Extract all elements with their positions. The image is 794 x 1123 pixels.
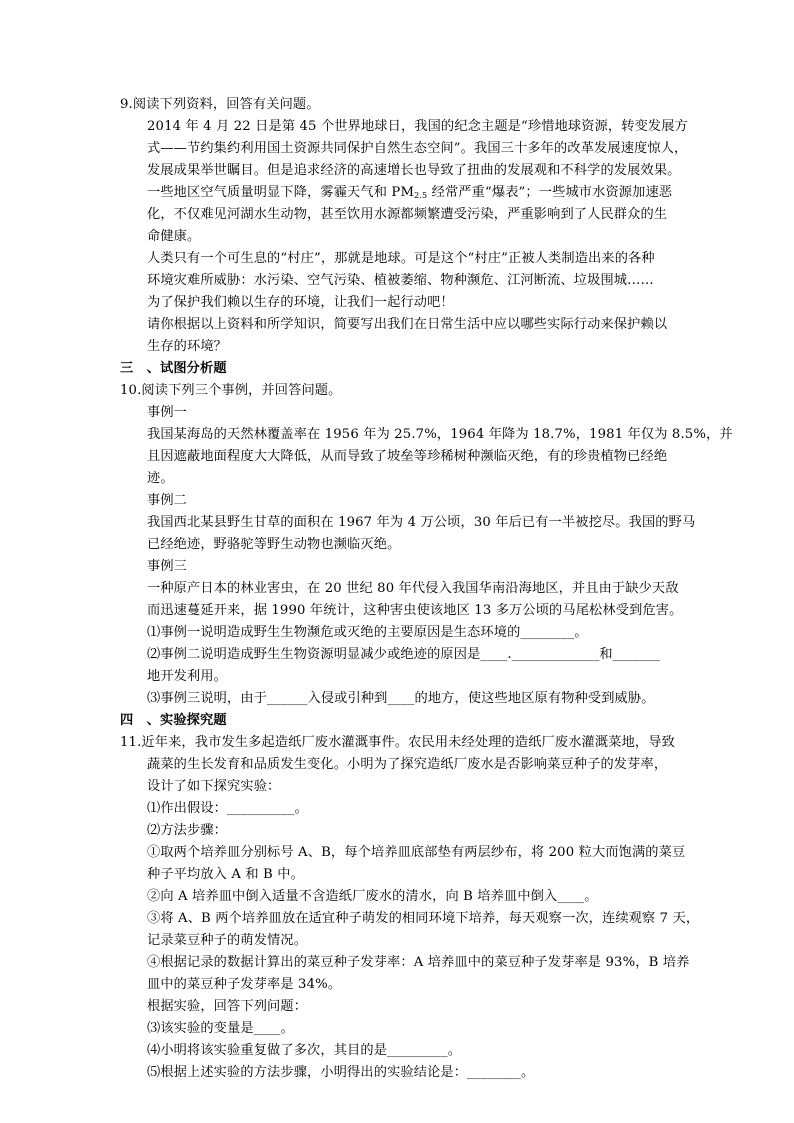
q11-step-line: ①取两个培养皿分别标号 A、B，每个培养皿底部垫有两层纱布，将 200 粒大而饱满的菜豆 xyxy=(147,845,686,860)
case-text-line: 且因遮蔽地面程度大大降低，从而导致了坡垒等珍稀树种濒临灭绝，有的珍贵植物已经绝 xyxy=(147,449,668,464)
q10-subquestion: 地开发利用。 xyxy=(147,669,228,684)
q11-step-line: ②向 A 培养皿中倒入适量不含造纸厂废水的清水，向 B 培养皿中倒入____。 xyxy=(147,889,598,904)
q9-paragraph-line: 发展成果举世瞩目。但是追求经济的高速增长也导致了扭曲的发展观和不科学的发展效果。 xyxy=(147,163,681,178)
q10-subquestion: ⑴事例一说明造成野生生物濒危或灭绝的主要原因是生态环境的________。 xyxy=(147,625,588,640)
q11-step-line: 记录菜豆种子的萌发情况。 xyxy=(147,933,308,948)
case-label: 事例一 xyxy=(147,405,188,420)
q9-text: 一些地区空气质量明显下降，雾霾天气和 PM xyxy=(147,185,415,200)
case-label: 事例二 xyxy=(147,493,188,508)
q10-subquestion: ⑵事例二说明造成野生生物资源明显减少或绝迹的原因是____._____________和_______ xyxy=(147,647,660,662)
q9-paragraph-line: 式——节约集约利用国土资源共同保护自然生态空间”。我国三十多年的改革发展速度惊人， xyxy=(147,141,688,156)
q10-title: 10.阅读下列三个事例，并回答问题。 xyxy=(120,383,342,398)
q11-hypothesis: ⑴作出假设：__________。 xyxy=(147,801,308,816)
q9-paragraph-line-pm25 xyxy=(147,183,672,206)
q11-intro-line: 设计了如下探究实验： xyxy=(147,779,281,794)
case-text-line: 我国某海岛的天然林覆盖率在 1956 年为 25.7%，1964 年降为 18.7%，1981 年仅为 8.5%，并 xyxy=(147,427,733,442)
section-heading-3: 三 、试图分析题 xyxy=(120,361,227,376)
case-text-line: 而迅速蔓延开来，据 1990 年统计，这种害虫使该地区 13 多万公顷的马尾松林受到危害。 xyxy=(147,603,683,618)
q11-step-line: 种子平均放入 A 和 B 中。 xyxy=(147,867,304,882)
pm-subscript: 2.5 xyxy=(414,191,428,200)
q11-step-line: ③将 A、B 两个培养皿放在适宜种子萌发的相同环境下培养，每天观察一次，连续观察 7 天， xyxy=(147,911,700,926)
q11-intro-line: 11.近年来，我市发生多起造纸厂废水灌溉事件。农民用未经处理的造纸厂废水灌溉菜地，导致 xyxy=(120,735,675,750)
q9-paragraph-line: 环境灾难所威胁：水污染、空气污染、植被萎缩、物种濒危、江河断流、垃圾围城…… xyxy=(147,273,654,288)
q11-steps-label: ⑵方法步骤： xyxy=(147,823,228,838)
q10-subquestion: ⑶事例三说明，由于______入侵或引种到____的地方，使这些地区原有物种受到威胁。 xyxy=(147,691,655,706)
q11-ask: 根据实验，回答下列问题： xyxy=(147,999,308,1014)
q9-paragraph-line: 人类只有一个可生息的“村庄”，那就是地球。可是这个“村庄”正被人类制造出来的各种 xyxy=(147,251,655,266)
case-text-line: 一种原产日本的林业害虫，在 20 世纪 80 年代侵入我国华南沿海地区，并且由于缺少天敌 xyxy=(147,581,679,596)
q11-subquestion: ⑷小明将该实验重复做了多次，其目的是_________。 xyxy=(147,1043,462,1058)
q9-paragraph-line: 2014 年 4 月 22 日是第 45 个世界地球日，我国的纪念主题是“珍惜地球资源，转变发展方 xyxy=(147,119,688,134)
section-heading-4: 四 、实验探究题 xyxy=(120,713,227,728)
q9-paragraph-line: 化，不仅难见河湖水生动物，甚至饮用水源都频繁遭受污染，严重影响到了人民群众的生 xyxy=(147,207,668,222)
q9-question-line: 生存的环境？ xyxy=(147,339,228,354)
case-text-line: 迹。 xyxy=(147,471,174,486)
case-text-line: 我国西北某县野生甘草的面积在 1967 年为 4 万公顷，30 年后已有一半被挖尽。我国的野马 xyxy=(147,515,696,530)
q11-subquestion: ⑸根据上述实验的方法步骤，小明得出的实验结论是：________。 xyxy=(147,1065,535,1080)
q11-step-line: ④根据记录的数据计算出的菜豆种子发芽率：A 培养皿中的菜豆种子发芽率是 93%，B 培养 xyxy=(147,955,690,970)
q9-question-line: 请你根据以上资料和所学知识，简要写出我们在日常生活中应以哪些实际行动来保护赖以 xyxy=(147,317,668,332)
q9-paragraph-line: 命健康。 xyxy=(147,229,201,244)
q9-paragraph-line: 为了保护我们赖以生存的环境，让我们一起行动吧！ xyxy=(147,295,454,310)
q11-intro-line: 蔬菜的生长发育和品质发生变化。小明为了探究造纸厂废水是否影响菜豆种子的发芽率， xyxy=(147,757,668,772)
q9-title: 9.阅读下列资料，回答有关问题。 xyxy=(120,97,320,112)
case-text-line: 已经绝迹，野骆驼等野生动物也濒临灭绝。 xyxy=(147,537,401,552)
q11-subquestion: ⑶该实验的变量是____。 xyxy=(147,1021,295,1036)
case-label: 事例三 xyxy=(147,559,188,574)
q9-text: 经常严重“爆表”；一些城市水资源加速恶 xyxy=(427,185,673,200)
q11-step-line: 皿中的菜豆种子发芽率是 34%。 xyxy=(147,977,342,992)
